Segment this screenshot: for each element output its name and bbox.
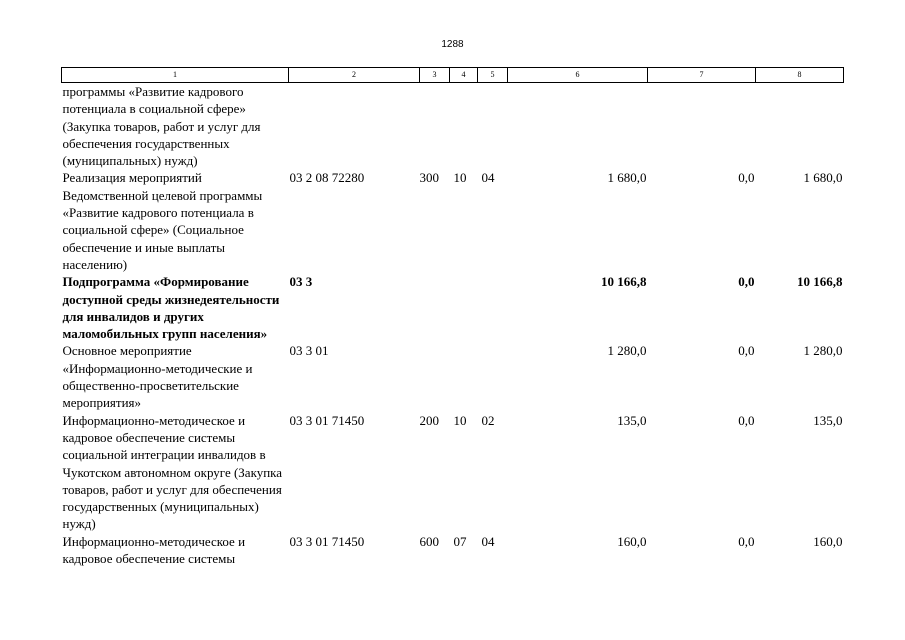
budget-table	[61, 67, 844, 567]
table-row	[62, 533, 844, 568]
column-header: 6	[508, 68, 648, 83]
row-name: Информационно-методическое и кадровое обеспечение системы социальной интеграции инвалидов в Чукотском автономном округе (Закупка товаров, работ и услуг для обеспечения государственных (муниципальных) нужд)	[62, 412, 283, 532]
column-header: 4	[450, 68, 478, 83]
table-row	[62, 169, 844, 273]
header-row	[62, 68, 844, 83]
column-header: 7	[648, 68, 756, 83]
row-code	[289, 83, 420, 170]
row-c6: 135,0	[617, 412, 647, 428]
table-row	[62, 412, 844, 533]
column-header: 8	[756, 68, 844, 83]
row-c4: 10	[453, 412, 467, 428]
table-row	[62, 342, 844, 411]
row-c8	[756, 83, 844, 170]
table-row	[62, 83, 844, 170]
row-c7: 0,0	[738, 412, 755, 428]
row-name: Подпрограмма «Формирование доступной среды жизнедеятельности для инвалидов и других маломобильных групп населения»	[62, 274, 280, 342]
row-c5: 04	[481, 533, 495, 549]
row-name: программы «Развитие кадрового потенциала в социальной сфере» (Закупка товаров, работ и услуг для обеспечения государственных (муниципальных) нужд)	[62, 84, 261, 169]
row-c4: 10	[453, 170, 467, 186]
row-code: 03 3 01 71450	[289, 533, 365, 549]
row-c6	[508, 83, 648, 170]
column-header: 5	[478, 68, 508, 83]
row-c7: 0,0	[738, 343, 755, 359]
row-c8: 1 280,0	[803, 343, 843, 359]
row-c7: 0,0	[738, 533, 755, 549]
row-code: 03 3 01 71450	[289, 412, 365, 428]
row-c5	[478, 342, 508, 411]
row-name: Основное мероприятие «Информационно-методические и общественно-просветительские мероприятия»	[62, 343, 253, 411]
table-row-subprogram	[62, 273, 844, 342]
row-c4	[450, 273, 478, 342]
row-c3: 300	[419, 170, 439, 186]
row-c5: 02	[481, 412, 495, 428]
row-c3	[420, 83, 450, 170]
column-header: 3	[420, 68, 450, 83]
row-c6: 1 280,0	[607, 343, 647, 359]
column-header: 2	[289, 68, 420, 83]
row-code: 03 2 08 72280	[289, 170, 365, 186]
row-c4: 07	[453, 533, 467, 549]
row-c6: 10 166,8	[601, 274, 647, 290]
row-c8: 135,0	[813, 412, 843, 428]
row-c3: 600	[419, 533, 439, 549]
row-c3: 200	[419, 412, 439, 428]
row-c5: 04	[481, 170, 495, 186]
row-name: Реализация мероприятий Ведомственной целевой программы «Развитие кадрового потенциала в социальной сфере» (Социальное обеспечение и иные выплаты населению)	[62, 170, 263, 272]
row-c7	[648, 83, 756, 170]
row-c8: 1 680,0	[803, 170, 843, 186]
row-c6: 1 680,0	[607, 170, 647, 186]
column-header: 1	[62, 68, 289, 83]
row-c3	[420, 273, 450, 342]
row-c8: 160,0	[813, 533, 843, 549]
row-c3	[420, 342, 450, 411]
row-c4	[450, 83, 478, 170]
row-name: Информационно-методическое и кадровое обеспечение системы	[62, 533, 246, 567]
row-c7: 0,0	[738, 170, 755, 186]
row-c7: 0,0	[738, 274, 755, 290]
row-code: 03 3	[289, 274, 313, 290]
row-c6: 160,0	[617, 533, 647, 549]
page-number: 1288	[441, 39, 464, 50]
row-c5	[478, 83, 508, 170]
row-c5	[478, 273, 508, 342]
row-c4	[450, 342, 478, 411]
row-c8: 10 166,8	[797, 274, 843, 290]
row-code: 03 3 01	[289, 343, 329, 359]
